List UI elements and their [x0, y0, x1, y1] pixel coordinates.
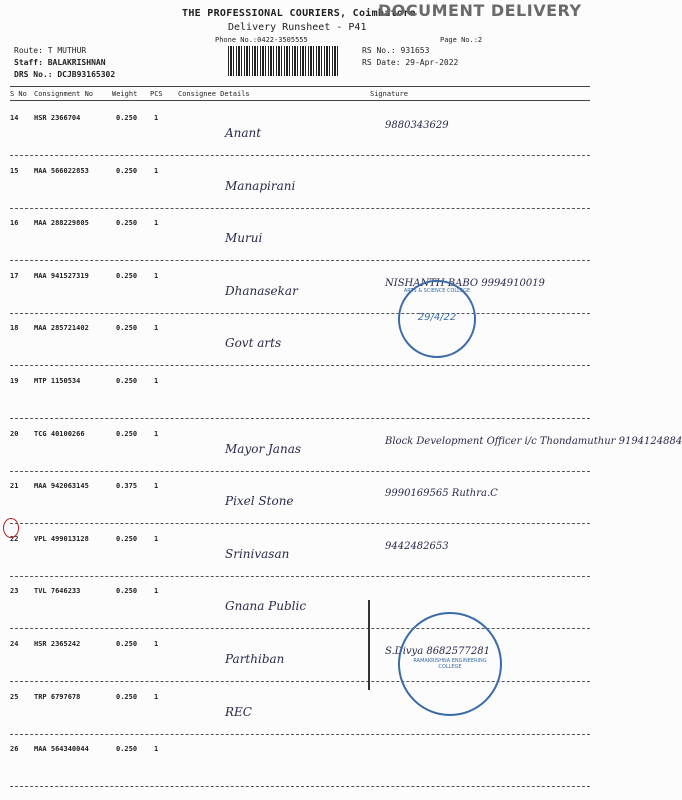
row-pcs: 1	[154, 272, 159, 280]
row-weight: 0.250	[116, 535, 138, 543]
row-divider	[10, 786, 590, 787]
row-consignment-no: MAA 941527319	[34, 272, 89, 280]
row-consignee: Govt arts	[225, 336, 282, 350]
red-circle-mark	[3, 518, 19, 538]
row-sno: 16	[10, 219, 19, 227]
row-consignee: Anant	[225, 126, 262, 140]
row-pcs: 1	[154, 114, 159, 122]
row-sno: 14	[10, 114, 19, 122]
row-weight: 0.250	[116, 114, 138, 122]
company-name: THE PROFESSIONAL COURIERS, Coimbatore	[182, 8, 416, 19]
row-consignment-no: MAA 288229805	[34, 219, 89, 227]
row-weight: 0.250	[116, 430, 138, 438]
page-number: Page No.:2	[440, 36, 483, 44]
row-consignment-no: TVL 7646233	[34, 587, 81, 595]
row-pcs: 1	[154, 167, 159, 175]
row-consignee: Srinivasan	[225, 547, 290, 561]
row-divider	[10, 576, 590, 577]
row-pcs: 1	[154, 535, 159, 543]
arts-seal-text: ARTS & SCIENCE COLLEGE	[403, 288, 471, 294]
col-consignee-header: Consignee Details	[178, 90, 250, 98]
row-consignment-no: MAA 566022853	[34, 167, 89, 175]
col-weight-header: Weight	[112, 90, 138, 98]
rec-seal-text: RAMAKRISHNA ENGINEERING COLLEGE	[413, 658, 487, 670]
row-consignment-no: MAA 564340044	[34, 745, 89, 753]
row-pcs: 1	[154, 430, 159, 438]
row-sno: 20	[10, 430, 19, 438]
rs-number: RS No.: 931653	[362, 46, 430, 55]
header-rule-bottom	[10, 100, 590, 101]
row-signature: S.Divya 8682577281	[385, 646, 490, 657]
route-label: Route: T MUTHUR	[14, 46, 87, 55]
row-consignment-no: VPL 499013128	[34, 535, 89, 543]
row-consignment-no: MAA 942063145	[34, 482, 89, 490]
row-divider	[10, 260, 590, 261]
row-divider	[10, 628, 590, 629]
col-pcs-header: PCS	[150, 90, 163, 98]
row-sno: 25	[10, 693, 19, 701]
row-divider	[10, 471, 590, 472]
drs-number: DRS No.: DCJB93165302	[14, 70, 116, 79]
row-signature: NISHANTH BABO 9994910019	[385, 278, 545, 289]
document-delivery-stamp: DOCUMENT DELIVERY	[378, 1, 582, 20]
row-weight: 0.375	[116, 482, 138, 490]
row-sno: 17	[10, 272, 19, 280]
row-consignee: Parthiban	[225, 652, 285, 666]
row-signature: 9880343629	[385, 120, 449, 131]
row-consignee: Gnana Public	[225, 599, 307, 613]
row-consignee: Manapirani	[225, 179, 296, 193]
barcode	[228, 46, 340, 76]
row-weight: 0.250	[116, 377, 138, 385]
row-weight: 0.250	[116, 640, 138, 648]
row-divider	[10, 155, 590, 156]
row-pcs: 1	[154, 324, 159, 332]
row-consignment-no: TRP 6797678	[34, 693, 81, 701]
row-weight: 0.250	[116, 219, 138, 227]
row-divider	[10, 208, 590, 209]
row-consignee: Mayor Janas	[225, 442, 302, 456]
row-sno: 24	[10, 640, 19, 648]
rs-date: RS Date: 29-Apr-2022	[362, 58, 459, 67]
row-weight: 0.250	[116, 324, 138, 332]
row-divider	[10, 523, 590, 524]
row-sno: 21	[10, 482, 19, 490]
arts-college-seal	[398, 280, 476, 358]
row-pcs: 1	[154, 377, 159, 385]
row-sno: 23	[10, 587, 19, 595]
col-signature-header: Signature	[370, 90, 408, 98]
row-divider	[10, 681, 590, 682]
row-consignee: Pixel Stone	[225, 494, 294, 508]
row-divider	[10, 418, 590, 419]
header-rule-top	[10, 86, 590, 87]
arts-seal-date: 29/4/22	[417, 312, 457, 323]
row-weight: 0.250	[116, 693, 138, 701]
staff-label: Staff: BALAKRISHNAN	[14, 58, 106, 67]
row-signature: 9442482653	[385, 541, 449, 552]
row-divider	[10, 313, 590, 314]
row-sno: 26	[10, 745, 19, 753]
col-sno-header: S No	[10, 90, 27, 98]
row-consignment-no: HSR 2366704	[34, 114, 81, 122]
row-consignee: Dhanasekar	[225, 284, 298, 298]
row-pcs: 1	[154, 693, 159, 701]
row-consignment-no: MAA 285721402	[34, 324, 89, 332]
row-weight: 0.250	[116, 272, 138, 280]
row-consignment-no: MTP 1150534	[34, 377, 81, 385]
row-sno: 15	[10, 167, 19, 175]
signature-stroke	[368, 600, 370, 690]
row-signature: Block Development Officer i/c Thondamuthur 9194124884	[385, 436, 682, 447]
row-pcs: 1	[154, 482, 159, 490]
row-weight: 0.250	[116, 167, 138, 175]
runsheet-title: Delivery Runsheet - P41	[228, 22, 367, 33]
row-consignee: Murui	[225, 231, 263, 245]
row-pcs: 1	[154, 640, 159, 648]
row-sno: 18	[10, 324, 19, 332]
row-sno: 22	[10, 535, 19, 543]
row-consignment-no: HSR 2365242	[34, 640, 81, 648]
row-consignment-no: TCG 40100266	[34, 430, 85, 438]
row-signature: 9990169565 Ruthra.C	[385, 488, 498, 499]
row-pcs: 1	[154, 745, 159, 753]
row-weight: 0.250	[116, 745, 138, 753]
rec-college-seal	[398, 612, 502, 716]
row-pcs: 1	[154, 587, 159, 595]
col-consignment-header: Consignment No	[34, 90, 94, 98]
row-divider	[10, 365, 590, 366]
row-divider	[10, 734, 590, 735]
row-consignee: REC	[225, 705, 252, 719]
row-pcs: 1	[154, 219, 159, 227]
row-weight: 0.250	[116, 587, 138, 595]
row-sno: 19	[10, 377, 19, 385]
phone-number: Phone No.:0422-3505555	[215, 36, 308, 44]
